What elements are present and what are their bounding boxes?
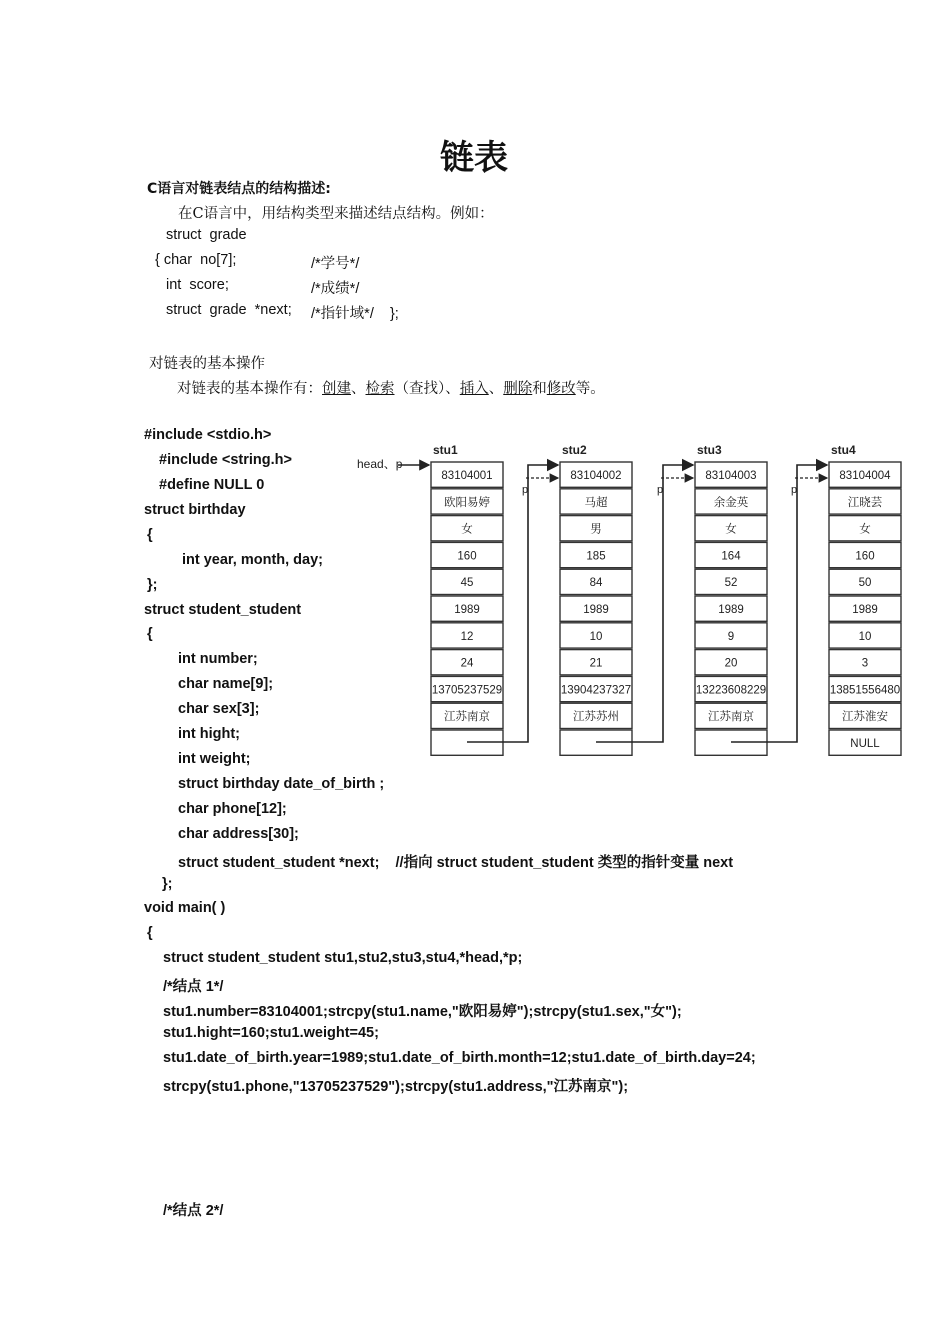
node-field-value: 欧阳易婷 <box>444 496 490 509</box>
code-line: char address[30]; <box>178 826 299 842</box>
search-text: 查找 <box>409 381 438 397</box>
node-field-value: 83104004 <box>839 470 891 482</box>
link-delete[interactable]: 删除 <box>503 381 533 397</box>
node-field-value: 20 <box>724 657 738 670</box>
separator: 、 <box>351 381 366 397</box>
node-field-value: 185 <box>586 550 606 563</box>
node-field-value: 83104001 <box>441 470 493 482</box>
code-line: stu1.hight=160;stu1.weight=45; <box>163 1025 379 1041</box>
node-field-value: 江苏淮安 <box>842 711 888 724</box>
sentence-suffix: 等。 <box>575 381 605 397</box>
code-comment: /*结点 1*/ <box>163 979 224 995</box>
code-line: struct student_student stu1,stu2,stu3,stu4,*head,*p; <box>163 950 523 966</box>
code-line: { <box>147 527 153 543</box>
code-line: { char no[7]; <box>155 252 237 268</box>
p-pointer-label: p <box>522 484 529 496</box>
code-comment: /*学号*/ <box>311 256 360 272</box>
node-field-value: 13705237529 <box>431 684 503 697</box>
code-line: int weight; <box>178 751 251 767</box>
node-field-value: 24 <box>460 657 474 670</box>
code-line: struct birthday <box>144 502 246 518</box>
node-field-value: 江苏苏州 <box>573 711 619 724</box>
code-line: }; <box>147 577 158 593</box>
node-field-value: 160 <box>457 550 477 563</box>
node-field-value: 江苏南京 <box>444 711 490 724</box>
code-line: int number; <box>178 651 258 667</box>
separator: （ <box>394 381 409 397</box>
code-line: #include <string.h> <box>159 452 292 468</box>
node-field-value: 江苏南京 <box>708 711 754 724</box>
node-field-value: 3 <box>861 657 869 670</box>
node-field-value: 160 <box>855 550 875 563</box>
node-field-value: 1989 <box>852 604 878 616</box>
code-line: stu1.number=83104001;strcpy(stu1.name,"欧阳易婷");strcpy(stu1.sex,"女"); <box>163 1004 682 1020</box>
code-line: char name[9]; <box>178 676 274 692</box>
p-pointer-label: p <box>791 484 798 496</box>
node-field-value: 83104003 <box>705 470 757 482</box>
code-line: }; <box>162 876 173 892</box>
node-field-value: 13851556480 <box>829 684 901 697</box>
node-field-value: NULL <box>850 738 880 750</box>
code-line: int score; <box>166 277 229 293</box>
node-field-value: 13223608229 <box>695 684 767 697</box>
node-field-value: 12 <box>460 630 474 643</box>
operations-prefix: 对链表的基本操作有： <box>177 381 322 397</box>
code-line: stu1.date_of_birth.year=1989;stu1.date_of_birth.month=12;stu1.date_of_birth.day=24; <box>163 1050 756 1066</box>
node-field-value: 50 <box>858 577 872 590</box>
code-line: char sex[3]; <box>178 701 260 717</box>
node-field-value: 男 <box>590 523 602 536</box>
code-line: #define NULL 0 <box>159 477 265 493</box>
node-field-value: 164 <box>721 550 741 563</box>
code-line: struct grade *next; <box>166 302 292 318</box>
link-retrieve[interactable]: 检索 <box>365 381 395 397</box>
node-field-value: 83104002 <box>570 470 622 482</box>
link-modify[interactable]: 修改 <box>546 381 576 397</box>
code-line: { <box>147 626 153 642</box>
code-line: struct grade <box>166 227 247 243</box>
node-field-value: 江晓芸 <box>847 496 883 509</box>
node-field-value: 52 <box>724 577 738 590</box>
section-heading-structure: C语言对链表结点的结构描述: <box>147 181 331 197</box>
node-field-value: 10 <box>589 630 603 643</box>
section-intro: 在C语言中，用结构类型来描述结点结构。例如： <box>178 206 494 222</box>
separator: ）、 <box>438 381 460 397</box>
code-comment: /*成绩*/ <box>311 281 360 297</box>
code-line: struct birthday date_of_birth ; <box>178 776 385 792</box>
separator: 、 <box>488 381 504 397</box>
node-field-value: 马超 <box>584 496 608 509</box>
node-label: stu3 <box>697 443 722 457</box>
code-line: char phone[12]; <box>178 801 287 817</box>
separator: 和 <box>532 381 547 397</box>
node-field-value: 1989 <box>583 604 609 616</box>
node-field-value: 10 <box>858 630 872 643</box>
node-label: stu2 <box>562 443 587 457</box>
code-line: void main( ) <box>144 900 226 916</box>
node-field-value: 21 <box>589 657 603 670</box>
node-field-value: 女 <box>461 523 473 536</box>
node-field-value: 余金英 <box>713 496 749 509</box>
section-heading-operations: 对链表的基本操作 <box>149 356 265 372</box>
node-field-value: 45 <box>460 577 474 590</box>
node-field-value: 女 <box>859 523 871 536</box>
node-label: stu1 <box>433 443 458 457</box>
node-field-value: 13904237327 <box>560 684 632 697</box>
code-line: struct student_student <box>144 602 302 618</box>
node-field-value: 84 <box>589 577 603 590</box>
node-field-value: 1989 <box>718 604 744 616</box>
head-pointer-label: head、p <box>357 457 403 471</box>
code-comment: /*指针域*/ }; <box>311 306 399 322</box>
code-line: #include <stdio.h> <box>144 427 272 443</box>
node-field-value: 1989 <box>454 604 480 616</box>
code-comment: /*结点 2*/ <box>163 1203 224 1219</box>
page-title: 链表 <box>440 138 508 178</box>
code-line: { <box>147 925 153 941</box>
code-line: struct student_student *next; //指向 struct student_student 类型的指针变量 next <box>178 855 734 871</box>
p-pointer-label: p <box>657 484 664 496</box>
node-label: stu4 <box>831 443 856 457</box>
code-line: int hight; <box>178 726 241 742</box>
node-field-value: 女 <box>725 523 737 536</box>
code-line: strcpy(stu1.phone,"13705237529");strcpy(stu1.address,"江苏南京"); <box>163 1079 629 1095</box>
link-create[interactable]: 创建 <box>322 381 351 397</box>
code-line: int year, month, day; <box>182 552 323 568</box>
link-insert[interactable]: 插入 <box>459 381 489 397</box>
node-field-value: 9 <box>727 630 735 643</box>
